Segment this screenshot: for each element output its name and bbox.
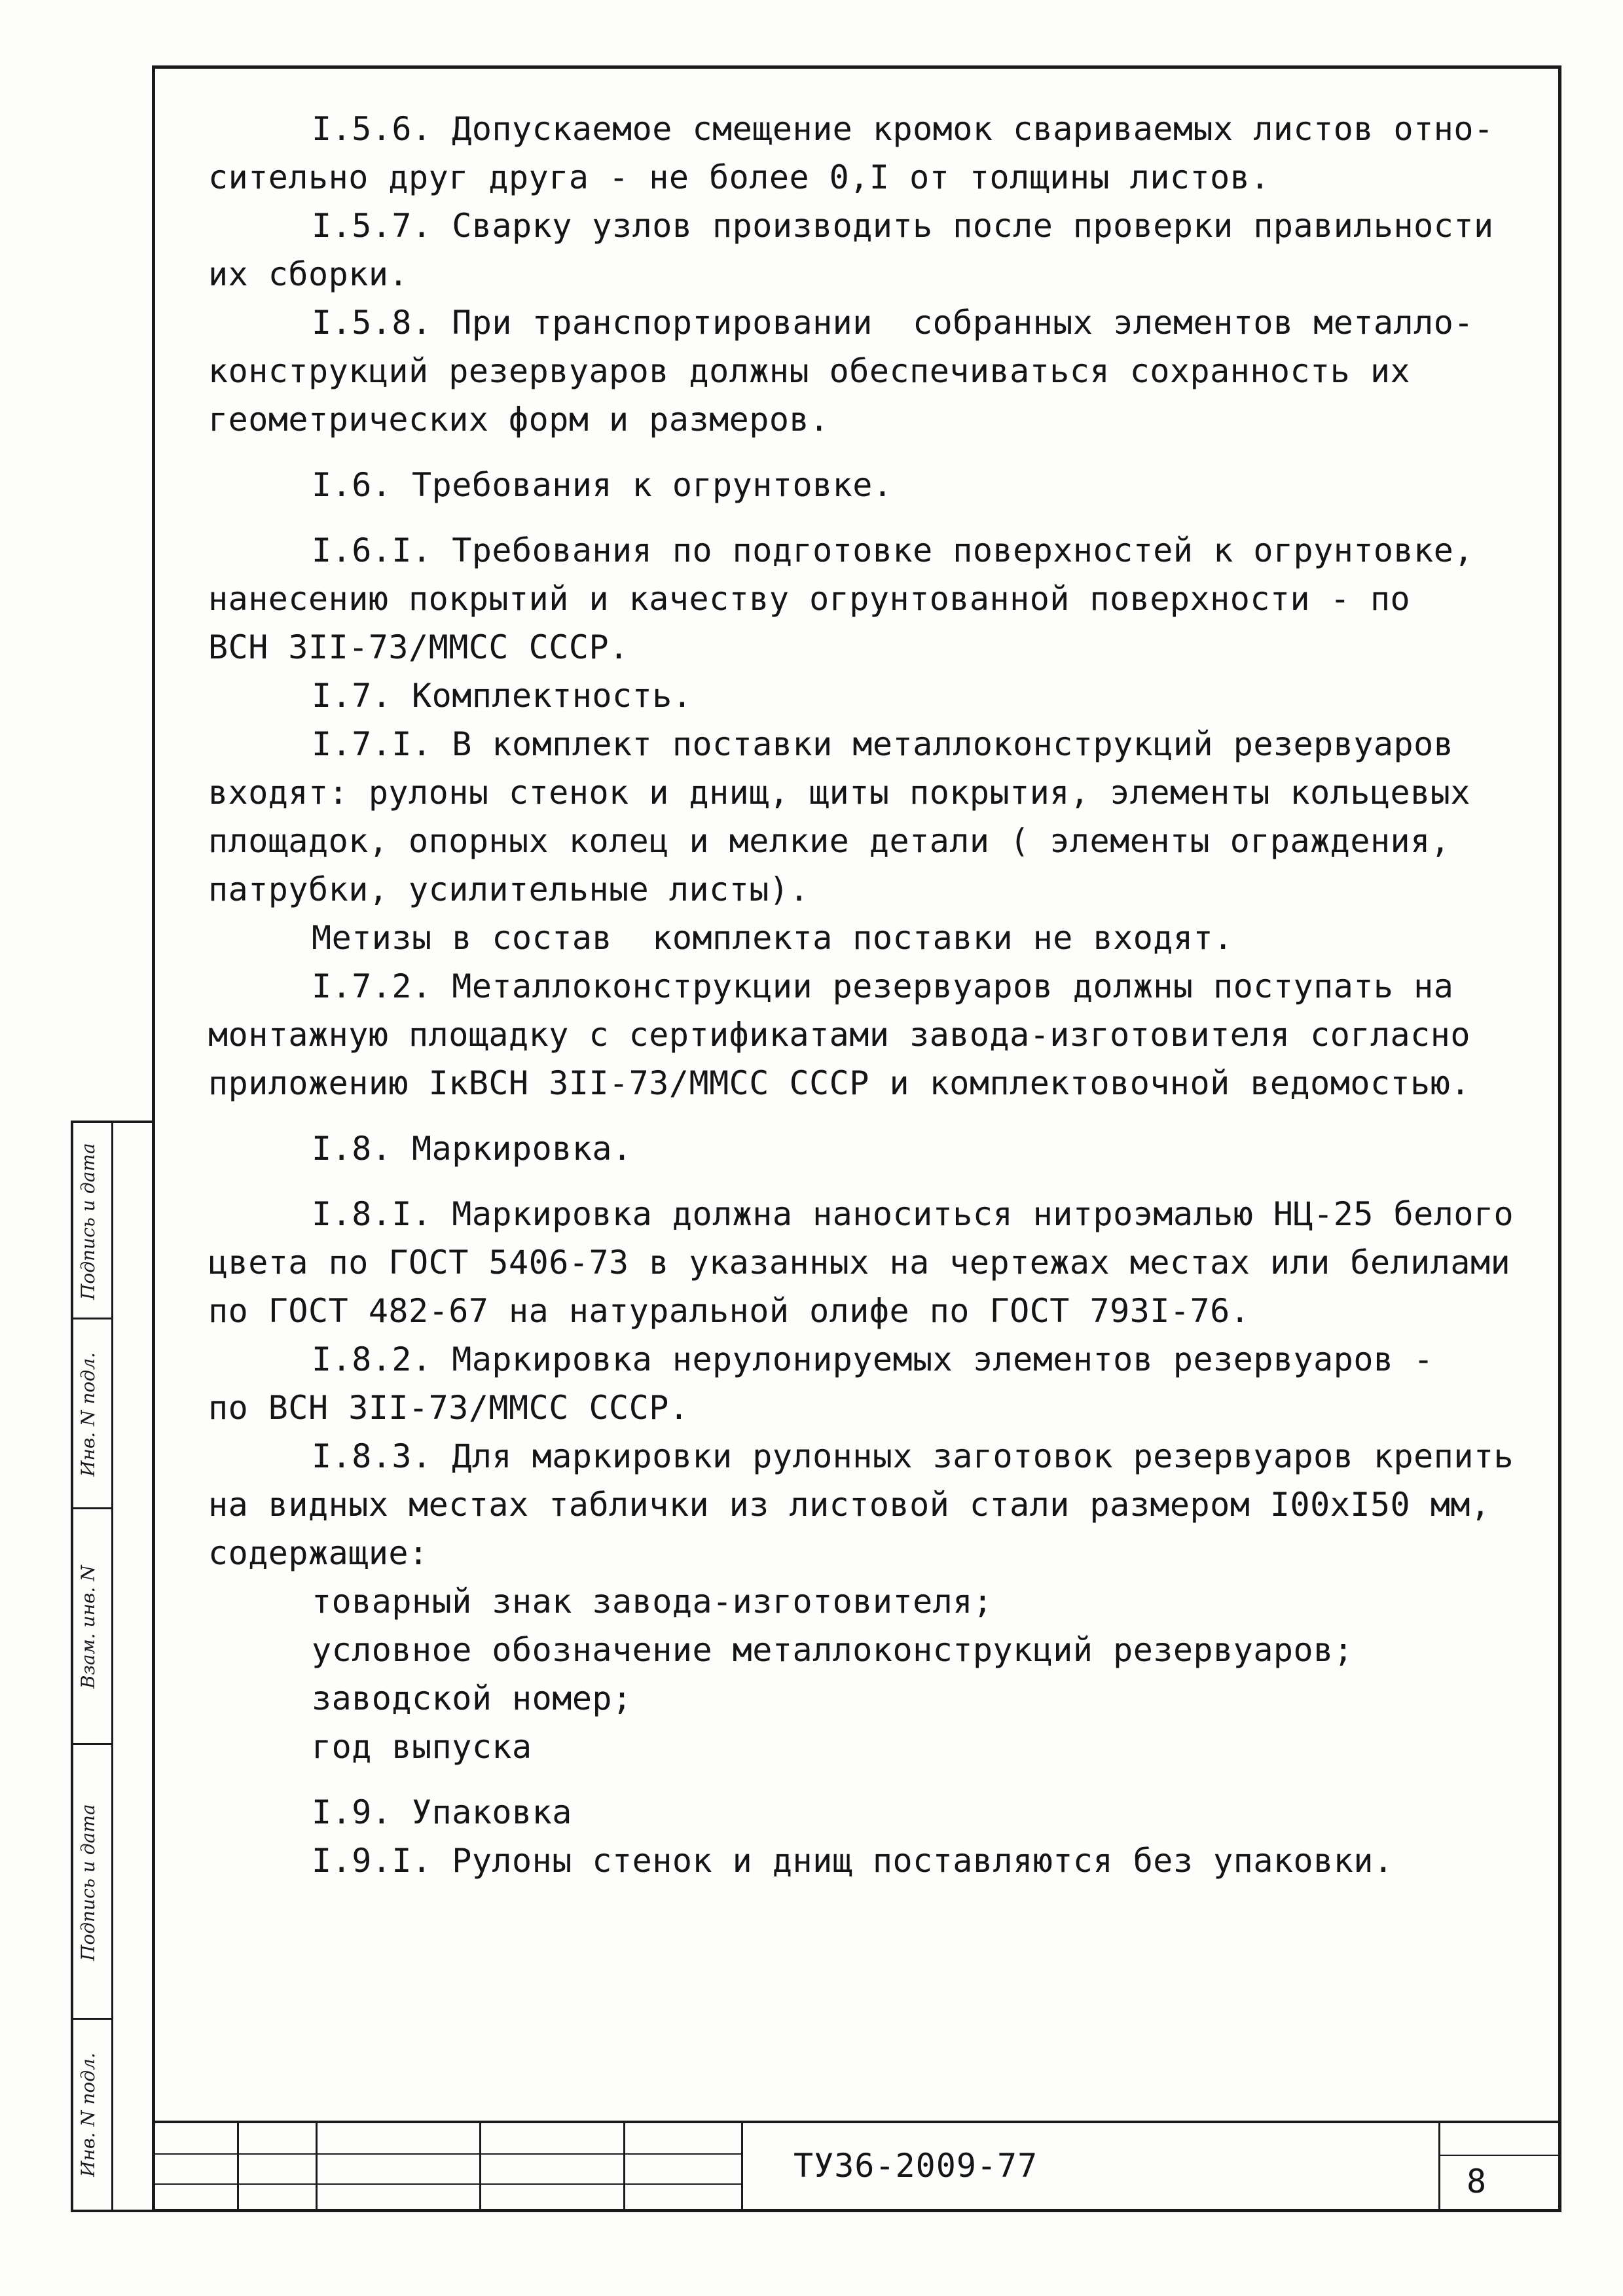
body-line: цвета по ГОСТ 5406-73 в указанных на чертежах местах или белилами <box>208 1244 1511 1282</box>
body-line: входят: рулоны стенок и днищ, щиты покрытия, элементы кольцевых <box>208 774 1470 812</box>
side-cell-inventory-original-2 <box>73 2020 113 2210</box>
body-line: I.8.2. Маркировка нерулонируемых элементов резервуаров - <box>312 1340 1434 1378</box>
body-line: I.7. Комплектность. <box>312 677 693 715</box>
document-code: ТУ36-2009-77 <box>793 2147 1038 2185</box>
body-line: I.6.I. Требования по подготовке поверхностей к огрунтовке, <box>312 531 1474 569</box>
document-body <box>208 105 1544 1885</box>
body-line: год выпуска <box>312 1728 532 1766</box>
title-block-divider <box>237 2123 239 2212</box>
side-cell-signature-date-1 <box>73 1123 113 1319</box>
body-line: монтажную площадку с сертификатами завода-изготовителя согласно <box>208 1016 1470 1054</box>
body-line: их сборки. <box>208 255 409 293</box>
body-line: I.5.6. Допускаемое смещение кромок свариваемых листов отно- <box>312 110 1494 148</box>
body-line: I.8. Маркировка. <box>312 1130 632 1168</box>
page-number-cell <box>1438 2123 1559 2212</box>
body-line: условное обозначение металлоконструкций резервуаров; <box>312 1631 1354 1669</box>
title-block-divider <box>479 2123 481 2212</box>
body-line: I.5.7. Сварку узлов производить после проверки правильности <box>312 207 1494 245</box>
side-cell-replacement-inventory <box>73 1509 113 1745</box>
body-line: на видных местах таблички из листовой стали размером I00хI50 мм, <box>208 1486 1491 1524</box>
body-line: I.8.3. Для маркировки рулонных заготовок резервуаров крепить <box>312 1437 1514 1475</box>
title-block-row-line <box>152 2183 741 2185</box>
body-line: I.5.8. При транспортировании собранных элементов металло- <box>312 304 1474 342</box>
side-label-inventory-original-1: Инв. N подл. <box>77 1352 99 1477</box>
body-line: заводской номер; <box>312 1679 632 1717</box>
body-line: ВСН 3II-73/ММСС СССР. <box>208 628 629 666</box>
side-label-signature-date-2: Подпись и дата <box>77 1804 99 1961</box>
body-line: I.9. Упаковка <box>312 1793 572 1831</box>
body-line: I.7.2. Металлоконструкции резервуаров должны поступать на <box>312 967 1454 1005</box>
body-line: патрубки, усилительные листы). <box>208 870 810 908</box>
side-cell-signature-date-2 <box>73 1745 113 2020</box>
body-line: сительно друг друга - не более 0,I от толщины листов. <box>208 158 1270 196</box>
body-line: I.8.I. Маркировка должна наноситься нитроэмалью НЦ-25 белого <box>312 1195 1514 1233</box>
body-line: по ВСН 3II-73/ММСС СССР. <box>208 1389 689 1427</box>
page-number-cell-line <box>1440 2155 1561 2156</box>
body-line: Метизы в состав комплекта поставки не входят. <box>312 919 1233 957</box>
title-block <box>152 2121 1561 2212</box>
body-line: конструкций резервуаров должны обеспечиваться сохранность их <box>208 352 1411 390</box>
body-line: приложению IкВСН 3II-73/ММСС СССР и комплектовочной ведомостью. <box>208 1064 1470 1102</box>
body-line: содержащие: <box>208 1534 429 1572</box>
title-block-divider <box>741 2123 743 2212</box>
body-line: нанесению покрытий и качеству огрунтованной поверхности - по <box>208 580 1411 618</box>
title-block-row-line <box>152 2153 741 2155</box>
title-block-divider <box>316 2123 318 2212</box>
body-line: I.7.I. В комплект поставки металлоконструкций резервуаров <box>312 725 1454 763</box>
side-cell-inventory-original-1 <box>73 1319 113 1509</box>
side-stamp-column <box>71 1121 152 2212</box>
body-line: I.9.I. Рулоны стенок и днищ поставляются без упаковки. <box>312 1842 1394 1880</box>
side-label-replacement-inventory: Взам. инв. N <box>77 1565 99 1689</box>
body-line: I.6. Требования к огрунтовке. <box>312 466 893 504</box>
body-line: товарный знак завода-изготовителя; <box>312 1583 993 1621</box>
body-line: площадок, опорных колец и мелкие детали ( элементы ограждения, <box>208 822 1451 860</box>
page-number: 8 <box>1467 2162 1487 2200</box>
body-line: по ГОСТ 482-67 на натуральной олифе по ГОСТ 793I-76. <box>208 1292 1250 1330</box>
body-line: геометрических форм и размеров. <box>208 401 830 439</box>
side-label-signature-date-1: Подпись и дата <box>77 1143 99 1300</box>
title-block-divider <box>623 2123 625 2212</box>
side-label-inventory-original-2: Инв. N подл. <box>77 2053 99 2177</box>
